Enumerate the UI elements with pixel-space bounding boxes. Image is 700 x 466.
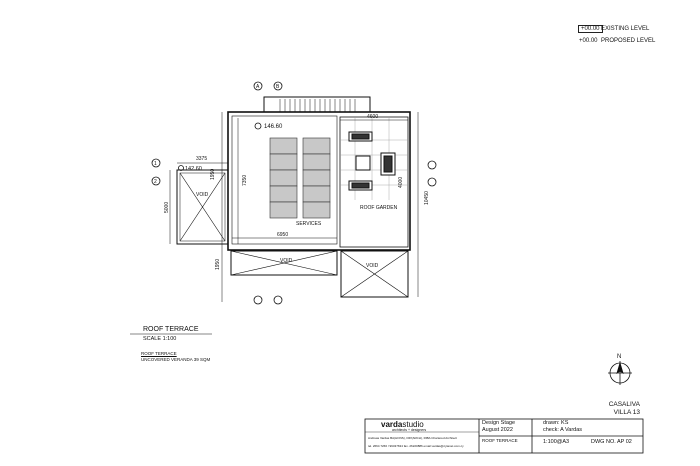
drawn-by: drawn: KS [543,420,569,426]
solar-panels [270,138,330,218]
studio-tagline: architects + designers [392,428,427,432]
note-text: UNCOVERED VERANDA 39 SQM [141,357,211,362]
studio-logo-light: studio [402,420,424,429]
design-stage-value: August 2022 [482,427,513,433]
stair-treads [280,99,355,112]
dim-right-small: 4000 [398,176,404,188]
label-services: SERVICES [296,221,322,227]
dim-top-left: 3375 [196,156,208,162]
section-1-left: 1 [154,161,157,167]
dim-mid-vertical: 7350 [242,174,248,186]
coffee-table [356,156,370,170]
level-left: 142.60 [185,166,202,172]
dim-left-small: 1950 [210,168,216,180]
drawing-title: ROOF TERRACE [143,326,199,333]
project-sub: VILLA 13 [613,409,640,416]
studio-address-1: Andreas Vardas BA(HONS), DIP(ARCH), RIBA Chartered Architect [368,436,457,440]
label-void-bottom-mid: VOID [280,258,293,264]
drawing-scale: SCALE 1:100 [143,336,177,342]
dim-bottom: 6950 [277,232,289,238]
north-arrow-symbol [608,361,632,385]
dim-lower-left: 1950 [215,258,221,270]
dim-right-vertical: 10450 [424,191,430,205]
sofa-bottom-cushion [352,183,369,188]
label-void-bottom-right: VOID [366,263,379,269]
sheet-scale: 1:100@A3 [543,439,570,445]
label-roof-garden: ROOF GARDEN [360,205,398,211]
armchair-right-cushion [384,156,392,172]
dim-right-top: 4600 [367,114,379,120]
studio-address-2: tel. 2664 7266 / 99437634 fax. 26220886 email vardas@cytanet.com.cy [368,444,464,448]
section-b-top: B [276,84,280,90]
existing-level-value: +00.00 [578,25,603,33]
north-label: N [617,354,622,360]
proposed-level-label: PROPOSED LEVEL [601,38,656,44]
sheet-title: ROOF TERRACE [482,438,518,443]
existing-level-label: EXISTING LEVEL [601,26,650,32]
studio-logo-bold: varda [381,420,403,429]
level-main: 146.60 [264,124,283,130]
drawing-number: DWG NO. AP 02 [591,439,632,445]
project-name: CASALIVA [608,401,640,408]
design-stage-label: Design Stage [482,420,516,426]
section-2-left: 2 [154,179,157,185]
dim-left-vertical: 5000 [164,201,170,213]
proposed-level-value: +00.00 [579,38,598,44]
label-void-left: VOID [196,192,209,198]
checked-by: check: A Vardas [543,427,583,433]
sofa-top-cushion [352,134,369,139]
note-title: ROOF TERRACE [141,351,177,356]
section-a-top: A [256,84,260,90]
